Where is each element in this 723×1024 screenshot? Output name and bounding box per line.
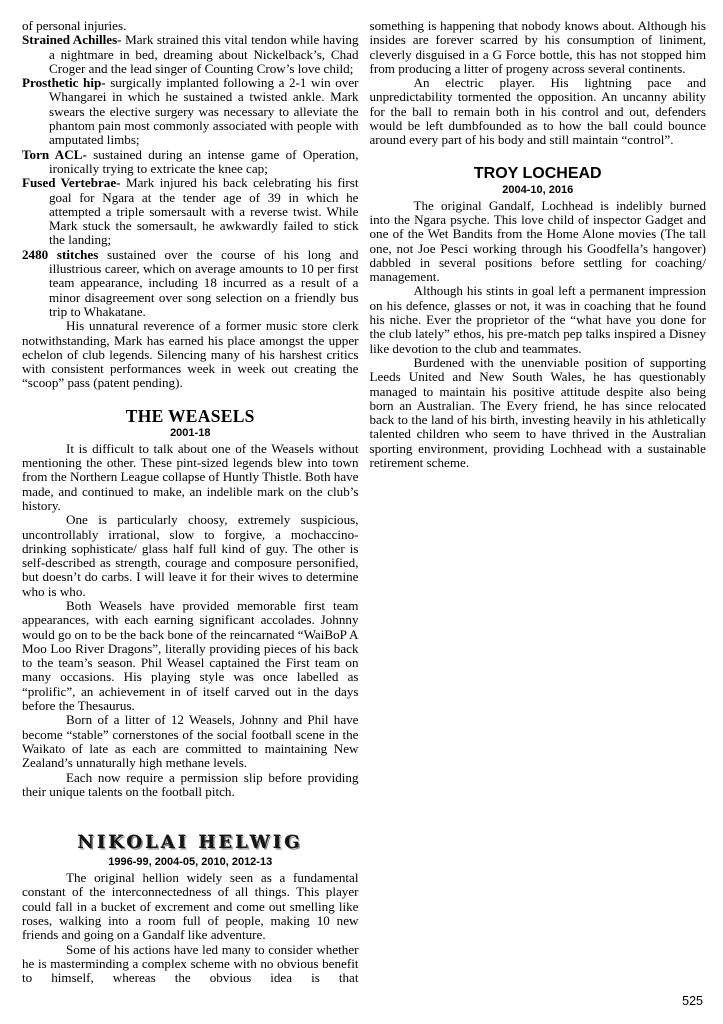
section-heading-helwig: NIKOLAI HELWIG: [77, 832, 303, 854]
injury-list-item: [22, 248, 359, 319]
injury-text: sustained during an intense game of Operation, ironically trying to extricate the knee cap;: [49, 146, 359, 176]
section-heading-lochead: TROY LOCHEAD: [473, 164, 602, 182]
years-subheading: 2001-18: [170, 426, 211, 439]
paragraph: One is particularly choosy, extremely suspicious, uncontrollably irrational, slow to forgive, a mochaccino-drinking sophisticate/ glass half full kind of guy. The other is self-described as strength, courage and composure personified, but doesn’t do carbs. I will leave it for their wives to determine who is who.: [22, 512, 359, 599]
injury-list-item: [22, 176, 359, 247]
two-column-layout: [22, 19, 706, 986]
right-column: [370, 19, 707, 986]
injury-term: Strained Achilles-: [22, 32, 122, 48]
injury-text: sustained over the course of his long and illustrious career, which on average amounts to 10 per first team appearance, including 18 incurred as a result of a minor disagreement over song selection on a friendly bus trip to Whakatane.: [49, 246, 359, 319]
paragraph: Some of his actions have led many to consider whether he is masterminding a complex scheme with no obvious benefit to himself, whereas the obvious idea is that: [22, 941, 359, 986]
paragraph: Although his stints in goal left a permanent impression on his defence, glasses or not, it was in coaching that he found his niche. Ever the proprietor of the “what have you done for the club lately” ethos, his pre-match pep talks inspired a Disney like devotion to the club and teammates.: [369, 283, 706, 356]
injury-text: Mark injured his back celebrating his first goal for Ngara at the tender age of 39 in which he attempted a triple somersault with a reverse twist. While Mark stuck the somersault, he awkwardly failed to stick the landing;: [49, 175, 359, 248]
paragraph: His unnatural reverence of a former music store clerk notwithstanding, Mark has earned his place amongst the upper echelon of club legends. Silencing many of his harshest critics with consistent performances week in week out creating the “scoop” pass (patent pending).: [22, 318, 359, 391]
injury-list-item: [22, 76, 359, 147]
injury-term: Prosthetic hip-: [22, 75, 106, 91]
years-subheading: 2004-10, 2016: [502, 183, 574, 196]
section-heading-weasels: THE WEASELS: [125, 405, 255, 426]
injury-list-item: [22, 33, 359, 76]
left-column: [22, 19, 359, 986]
paragraph: Burdened with the unenviable position of supporting Leeds United and New South Wales, he has questionably managed to maintain his positive attitude despite also being born an Australian. The Every friend, he has since relocated back to the land of his birth, investing heavily in his athletically talented children who seem to have thrived in the Australian sporting environment, providing Lochhead with a sustainable retirement scheme.: [369, 354, 706, 471]
paragraph: The original hellion widely seen as a fundamental constant of the interconnectedness of all things. This player could fall in a bucket of excrement and come out smelling like roses, walking into a room full of people, making 10 new friends and going on a Gandalf like adventure.: [22, 870, 359, 943]
injury-term: Torn ACL-: [22, 146, 87, 162]
paragraph: An electric player. His lightning pace and unpredictability tormented the opposition. An uncanny ability for the ball to remain both in his control and out, defenders would be left dumbfounded as to how the ball could bounce around every part of his body and still maintain “control”.: [369, 75, 706, 148]
paragraph: It is difficult to talk about one of the Weasels without mentioning the other. These pint-sized legends blew into town from the Northern League collapse of Huntly Thistle. Both have made, and continued to make, an indelible mark on the club’s history.: [22, 440, 359, 513]
injury-text: surgically implanted following a 2-1 win over Whangarei in which he sustained a twisted ankle. Mark swears the elective surgery was necessary to alleviate the phantom pain most commonly associated with people with amputated limbs;: [49, 75, 359, 148]
continuation-fragment: something is happening that nobody knows about. Although his insides are forever scarred by his consumption of liniment, cleverly disguised in a G Force bottle, this has not stopped him from producing a litter of progeny across several continents.: [369, 18, 706, 76]
paragraph: Each now require a permission slip before providing their unique talents on the football pitch.: [22, 769, 359, 799]
injury-term: Fused Vertebrae-: [22, 175, 121, 191]
years-subheading: 1996-99, 2004-05, 2010, 2012-13: [108, 856, 273, 869]
paragraph: Born of a litter of 12 Weasels, Johnny and Phil have become “stable” cornerstones of the social football scene in the Waikato of late as each are committed to maintaining New Zealand’s unnaturally high methane levels.: [22, 712, 359, 771]
paragraph: Both Weasels have provided memorable first team appearances, with each earning significant accolades. Johnny would go on to be the back bone of the reincarnated “WaiBoP A Moo Loo River Dragons”, literally providing pieces of his back to the team’s season. Phil Weasel captained the First team on many occasions. His playing style was once labelled as “prolific”, an achievement in of itself carved out in the days before the Thesaurus.: [22, 597, 359, 714]
page-number: 525: [682, 994, 703, 1008]
paragraph: The original Gandalf, Lochhead is indelibly burned into the Ngara psyche. This love child of inspector Gadget and one of the Wet Bandits from the Home Alone movies (The tall one, not Joe Pesci working through his Goodfella’s hangover) dabbled in several positions before settling for coaching/ management.: [369, 197, 706, 285]
injury-text: Mark strained this vital tendon while having a nightmare in bed, dreaming about Nickelback’s, Chad Croger and the lead singer of Counting Crow’s love child;: [49, 32, 359, 76]
injury-list-item: [22, 148, 359, 177]
continuation-fragment: of personal injuries.: [22, 18, 127, 33]
injury-term: 2480 stitches: [22, 246, 99, 262]
